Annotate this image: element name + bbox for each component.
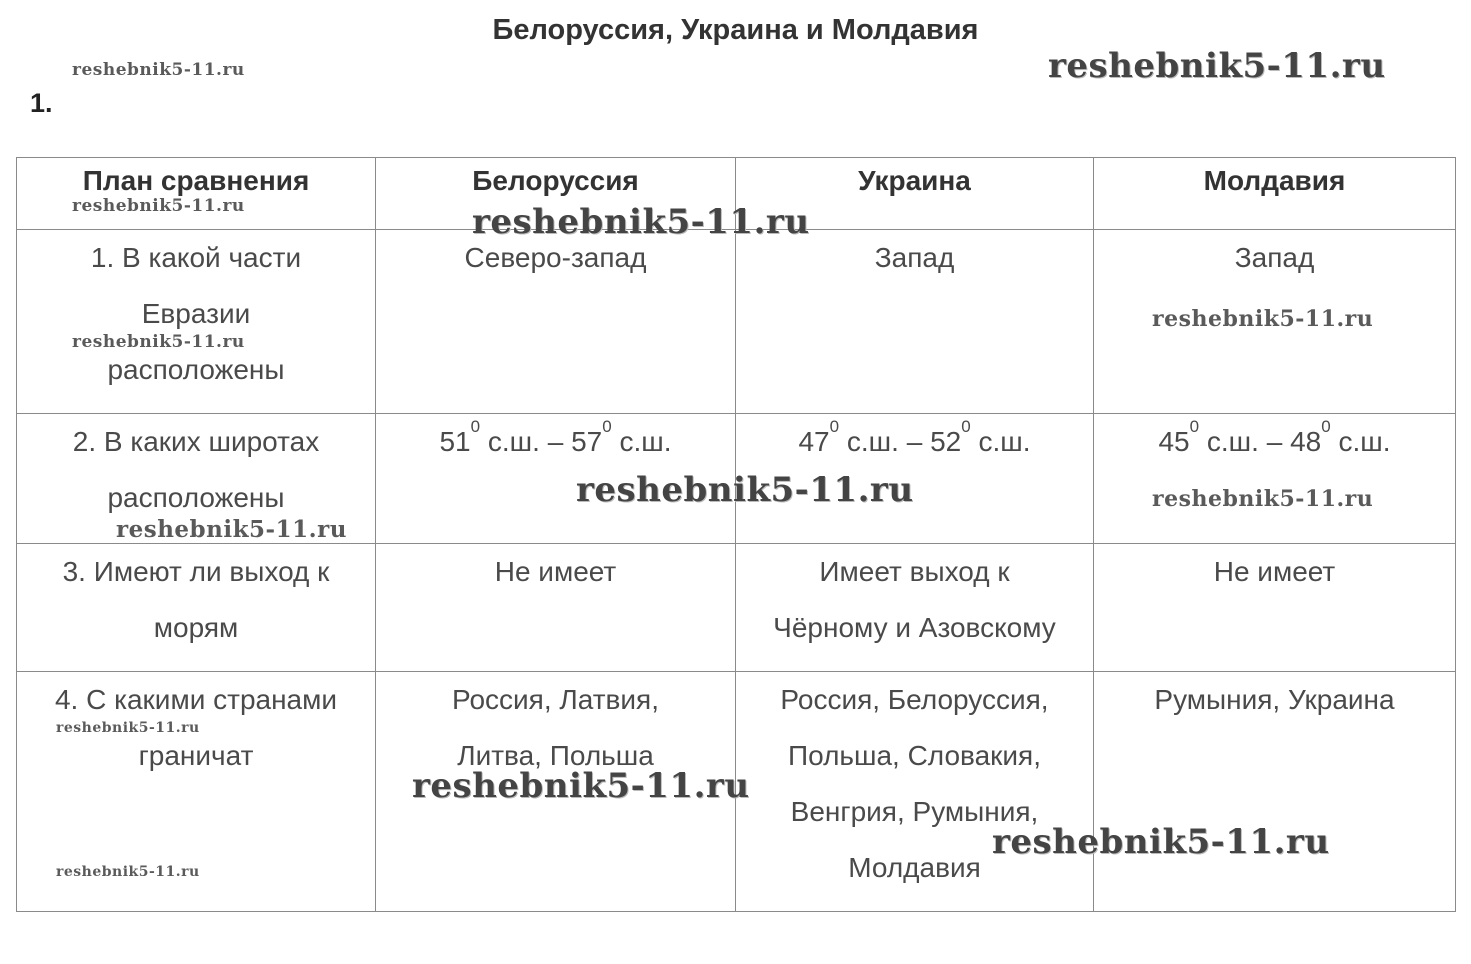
cell-text: Северо-запад	[464, 242, 647, 273]
cell-text: Чёрному и Азовскому	[773, 612, 1056, 643]
task-number: 1.	[30, 88, 53, 118]
plan-line: расположены	[107, 354, 285, 385]
latitude-range: $51^0$ с.ш. – $57^0$ с.ш.	[439, 417, 672, 457]
header-plan: План сравнения	[17, 158, 376, 230]
watermark-text: reshebnik5-11.ru	[72, 60, 245, 80]
watermark-text: reshebnik5-11.ru	[56, 720, 200, 736]
cell-text: Запад	[874, 242, 955, 273]
plan-cell	[17, 544, 376, 672]
cell-text: Литва, Польша	[457, 740, 654, 771]
watermark-text: reshebnik5-11.ru	[56, 864, 200, 880]
moldova-cell	[1094, 672, 1456, 912]
cell-text: Запад	[1234, 242, 1315, 273]
watermark-text: reshebnik5-11.ru	[72, 196, 245, 216]
watermark-text: reshebnik5-11.ru	[72, 332, 245, 352]
cell-text: Не имеет	[494, 556, 617, 587]
watermark-text: reshebnik5-11.ru	[472, 202, 810, 242]
ukraine-cell	[736, 544, 1094, 672]
plan-line: 3. Имеют ли выход к	[62, 556, 330, 587]
cell-text: Венгрия, Румыния,	[790, 796, 1039, 827]
plan-line: Евразии	[141, 298, 251, 329]
latitude-range: $45^0$ с.ш. – $48^0$ с.ш.	[1158, 417, 1391, 457]
ukraine-cell	[736, 230, 1094, 414]
belarus-cell	[376, 230, 736, 414]
header-ukraine: Украина	[736, 158, 1094, 230]
plan-line: морям	[153, 612, 239, 643]
watermark-text: reshebnik5-11.ru	[1152, 306, 1374, 332]
header-moldova: Молдавия	[1094, 158, 1456, 230]
watermark-text: reshebnik5-11.ru	[576, 470, 914, 510]
cell-text: Румыния, Украина	[1154, 684, 1395, 715]
plan-line: граничат	[138, 740, 254, 771]
plan-cell	[17, 230, 376, 414]
watermark-text: reshebnik5-11.ru	[1048, 46, 1386, 86]
cell-text: Имеет выход к	[819, 556, 1010, 587]
latitude-range: $47^0$ с.ш. – $52^0$ с.ш.	[798, 417, 1031, 457]
plan-line: расположены	[107, 482, 285, 513]
watermark-text: reshebnik5-11.ru	[992, 822, 1330, 862]
header-belarus: Белоруссия	[376, 158, 736, 230]
cell-text: Не имеет	[1213, 556, 1336, 587]
plan-line: 2. В каких широтах	[72, 426, 320, 457]
watermark-text: reshebnik5-11.ru	[116, 516, 347, 543]
moldova-cell	[1094, 414, 1456, 544]
cell-text: Молдавия	[848, 852, 981, 883]
plan-line: 4. С какими странами	[54, 684, 338, 715]
watermark-text: reshebnik5-11.ru	[1152, 486, 1374, 512]
cell-text: Россия, Белоруссия,	[780, 684, 1049, 715]
cell-text: Россия, Латвия,	[452, 684, 659, 715]
table-row	[17, 544, 1456, 672]
moldova-cell	[1094, 544, 1456, 672]
watermark-text: reshebnik5-11.ru	[412, 766, 750, 806]
cell-text: Польша, Словакия,	[787, 740, 1041, 771]
ukraine-cell	[736, 672, 1094, 912]
belarus-cell	[376, 544, 736, 672]
plan-line: 1. В какой части	[90, 242, 302, 273]
page-title: Белоруссия, Украина и Молдавия	[492, 14, 979, 46]
